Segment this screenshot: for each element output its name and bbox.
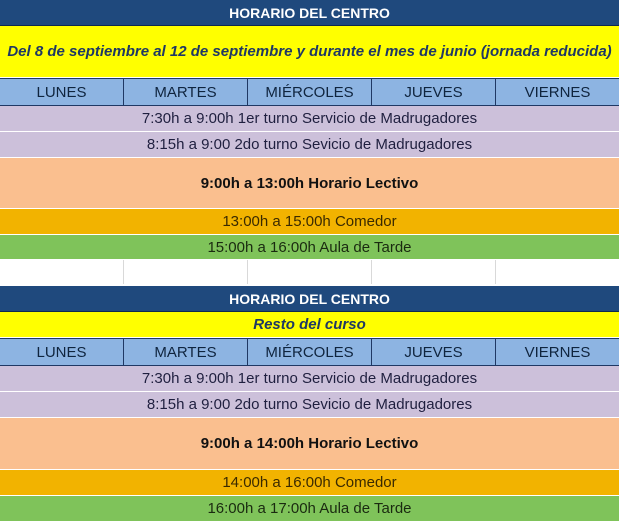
blank-cell xyxy=(0,260,124,284)
day-header-martes: MARTES xyxy=(124,79,248,105)
table-subtitle: Resto del curso xyxy=(0,312,619,338)
madrugadores-first-turn-row: 7:30h a 9:00h 1er turno Servicio de Madrugadores xyxy=(0,106,619,132)
blank-cell xyxy=(248,260,372,284)
blank-cell xyxy=(496,260,619,284)
horario-lectivo-row: 9:00h a 14:00h Horario Lectivo xyxy=(0,418,619,470)
aula-de-tarde-row: 16:00h a 17:00h Aula de Tarde xyxy=(0,496,619,522)
weekday-header-row xyxy=(0,78,619,106)
comedor-row: 14:00h a 16:00h Comedor xyxy=(0,470,619,496)
day-header-lunes: LUNES xyxy=(0,79,124,105)
day-header-martes: MARTES xyxy=(124,339,248,365)
day-header-viernes: VIERNES xyxy=(524,83,591,101)
table-title: HORARIO DEL CENTRO xyxy=(0,286,619,312)
day-header-miercoles: MIÉRCOLES xyxy=(248,339,372,365)
day-header-lunes: LUNES xyxy=(0,339,124,365)
madrugadores-second-turn-row: 8:15h a 9:00 2do turno Sevicio de Madrugadores xyxy=(0,392,619,418)
day-header-jueves: JUEVES xyxy=(372,79,496,105)
weekday-header-row xyxy=(0,338,619,366)
madrugadores-second-turn-row: 8:15h a 9:00 2do turno Sevicio de Madrugadores xyxy=(0,132,619,158)
blank-cell xyxy=(372,260,496,284)
day-header-jueves: JUEVES xyxy=(372,339,496,365)
day-header-viernes: VIERNES xyxy=(524,343,591,361)
schedule-table-resto xyxy=(0,286,619,522)
horario-lectivo-row: 9:00h a 13:00h Horario Lectivo xyxy=(0,158,619,209)
aula-de-tarde-row: 15:00h a 16:00h Aula de Tarde xyxy=(0,235,619,260)
blank-cell xyxy=(124,260,248,284)
comedor-row: 13:00h a 15:00h Comedor xyxy=(0,209,619,235)
table-subtitle: Del 8 de septiembre al 12 de septiembre y durante el mes de junio (jornada reducida) xyxy=(0,26,619,78)
spacer-row xyxy=(0,260,619,284)
day-header-miercoles: MIÉRCOLES xyxy=(248,79,372,105)
table-title: HORARIO DEL CENTRO xyxy=(0,0,619,26)
madrugadores-first-turn-row: 7:30h a 9:00h 1er turno Servicio de Madrugadores xyxy=(0,366,619,392)
